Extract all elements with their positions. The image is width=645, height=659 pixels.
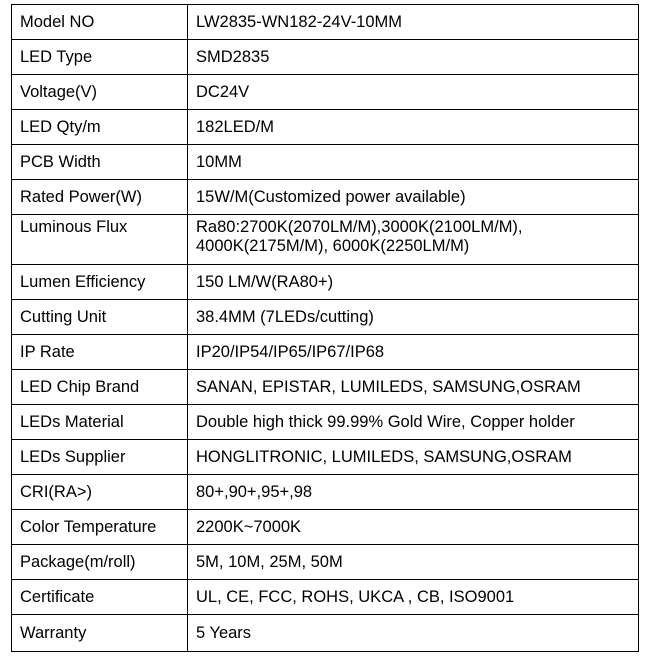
- spec-value: UL, CE, FCC, ROHS, UKCA , CB, ISO9001: [188, 580, 639, 615]
- table-row: [12, 5, 639, 40]
- table-row: [12, 265, 639, 300]
- spec-label: Cutting Unit: [12, 300, 188, 335]
- spec-value: Double high thick 99.99% Gold Wire, Copper holder: [188, 405, 639, 440]
- spec-label: Lumen Efficiency: [12, 265, 188, 300]
- spec-value: IP20/IP54/IP65/IP67/IP68: [188, 335, 639, 370]
- spec-label: Warranty: [12, 615, 188, 652]
- spec-value: 5M, 10M, 25M, 50M: [188, 545, 639, 580]
- table-row: [12, 615, 639, 652]
- spec-value: [188, 215, 639, 265]
- spec-label: CRI(RA>): [12, 475, 188, 510]
- spec-table: [11, 4, 639, 652]
- table-row: [12, 440, 639, 475]
- table-row: [12, 110, 639, 145]
- spec-value: 15W/M(Customized power available): [188, 180, 639, 215]
- spec-label: Model NO: [12, 5, 188, 40]
- table-row: [12, 545, 639, 580]
- spec-value: HONGLITRONIC, LUMILEDS, SAMSUNG,OSRAM: [188, 440, 639, 475]
- spec-value: DC24V: [188, 75, 639, 110]
- spec-value: 150 LM/W(RA80+): [188, 265, 639, 300]
- spec-label: Voltage(V): [12, 75, 188, 110]
- spec-value-line: Ra80:2700K(2070LM/M),3000K(2100LM/M),: [196, 218, 523, 236]
- spec-label: LED Chip Brand: [12, 370, 188, 405]
- table-row: [12, 180, 639, 215]
- spec-label: LEDs Supplier: [12, 440, 188, 475]
- spec-value: LW2835-WN182-24V-10MM: [188, 5, 639, 40]
- spec-value: 2200K~7000K: [188, 510, 639, 545]
- spec-label: IP Rate: [12, 335, 188, 370]
- spec-label: Certificate: [12, 580, 188, 615]
- spec-value: 80+,90+,95+,98: [188, 475, 639, 510]
- table-row: [12, 215, 639, 265]
- spec-value: SMD2835: [188, 40, 639, 75]
- spec-value: 182LED/M: [188, 110, 639, 145]
- spec-label: Luminous Flux: [12, 215, 188, 265]
- table-row: [12, 300, 639, 335]
- table-row: [12, 370, 639, 405]
- spec-label: Color Temperature: [12, 510, 188, 545]
- spec-value: SANAN, EPISTAR, LUMILEDS, SAMSUNG,OSRAM: [188, 370, 639, 405]
- spec-value-line: 4000K(2175M/M), 6000K(2250LM/M): [196, 237, 470, 255]
- spec-label: LEDs Material: [12, 405, 188, 440]
- spec-label: Package(m/roll): [12, 545, 188, 580]
- spec-value: 10MM: [188, 145, 639, 180]
- spec-value: 5 Years: [188, 615, 639, 652]
- table-row: [12, 75, 639, 110]
- spec-label: Rated Power(W): [12, 180, 188, 215]
- table-row: [12, 335, 639, 370]
- spec-label: LED Qty/m: [12, 110, 188, 145]
- table-row: [12, 580, 639, 615]
- table-row: [12, 145, 639, 180]
- table-row: [12, 40, 639, 75]
- spec-label: LED Type: [12, 40, 188, 75]
- spec-label: PCB Width: [12, 145, 188, 180]
- table-row: [12, 510, 639, 545]
- spec-value: 38.4MM (7LEDs/cutting): [188, 300, 639, 335]
- table-row: [12, 405, 639, 440]
- table-row: [12, 475, 639, 510]
